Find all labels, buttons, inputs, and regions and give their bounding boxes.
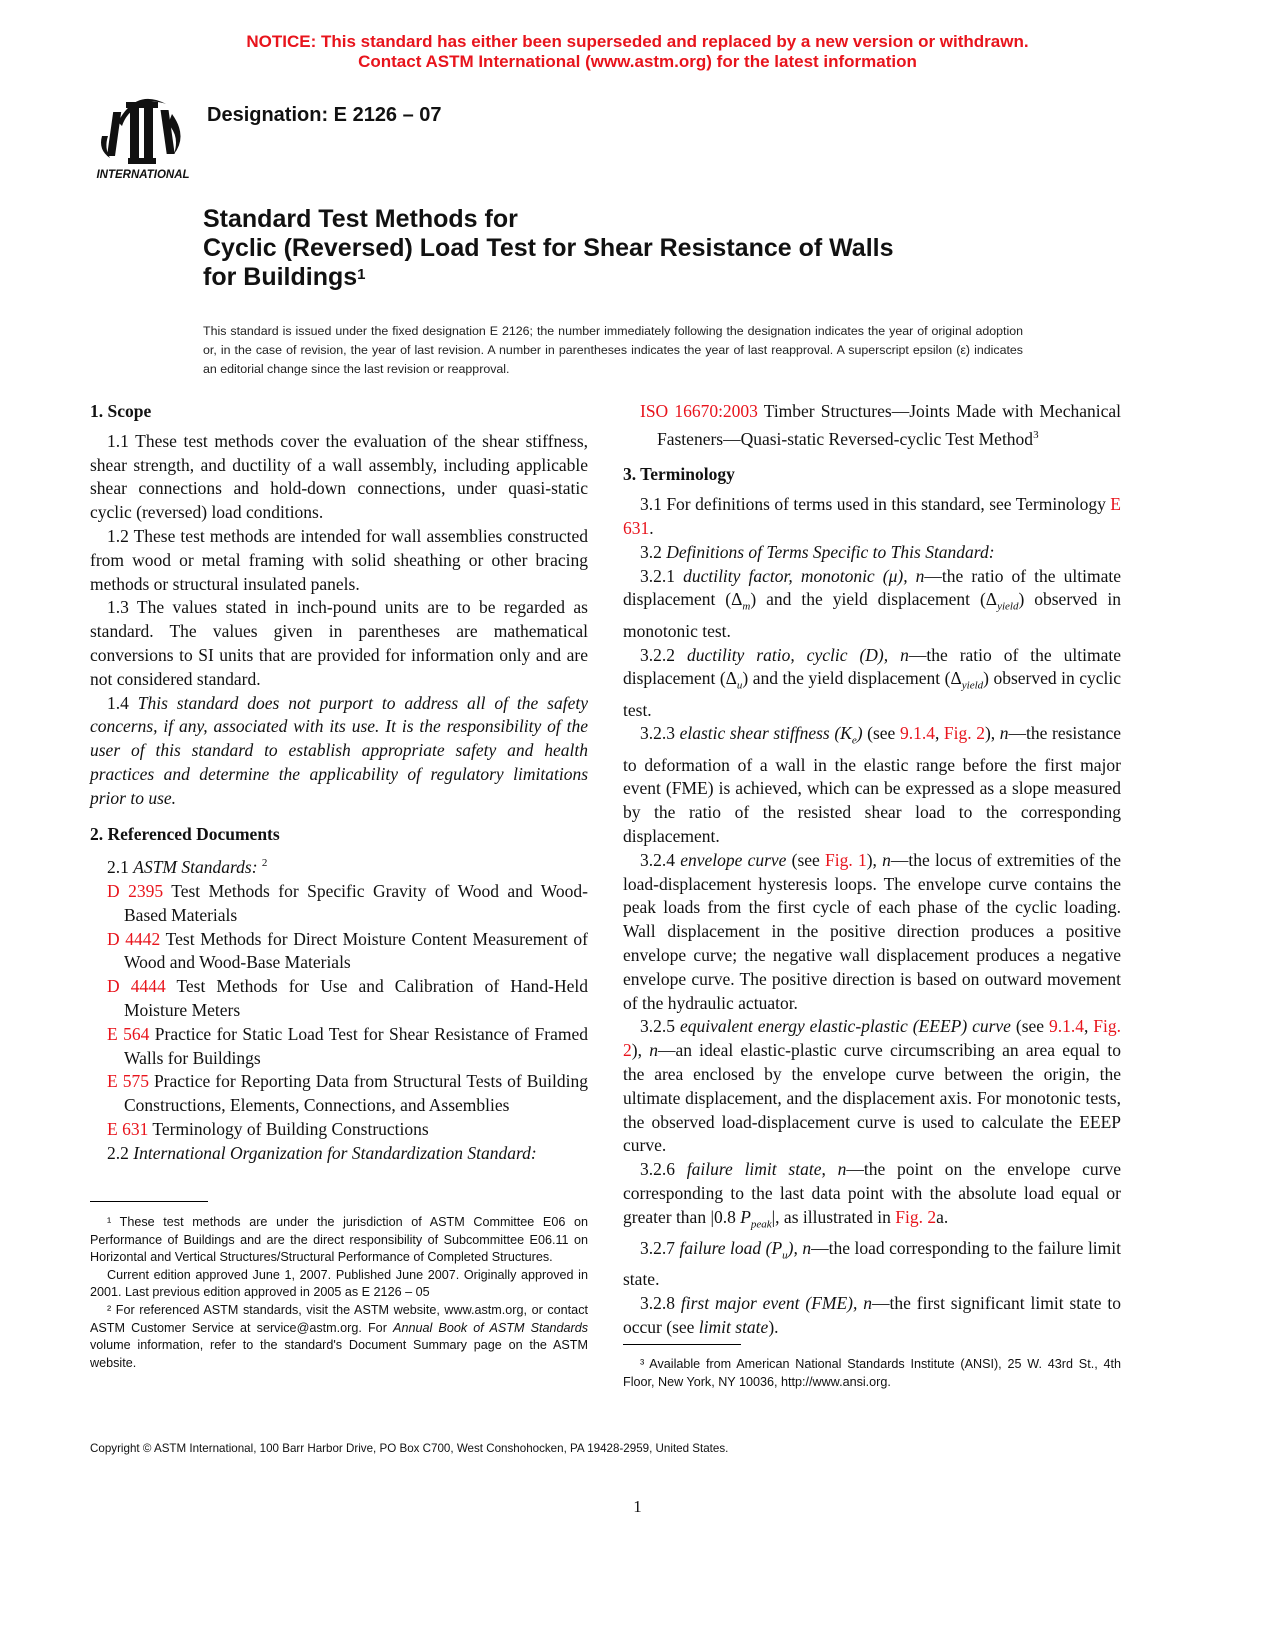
- notice-line-1: NOTICE: This standard has either been superseded and replaced by a new version or withdrawn.: [246, 32, 1029, 51]
- title-line-1: Standard Test Methods for: [203, 205, 518, 233]
- paragraph-1-1: 1.1 These test methods cover the evaluation of the shear stiffness, shear strength, and ductility of a wall assembly, including applicable shear connections and hold-down connections, under quasi-static cyclic (reversed) load conditions.: [90, 430, 588, 523]
- reference-item: D 4442 Test Methods for Direct Moisture Content Measurement of Wood and Wood-Base Materials: [107, 928, 588, 973]
- page-number: 1: [633, 1497, 642, 1516]
- reference-link[interactable]: E 631: [623, 494, 1121, 539]
- footnote-divider-right: [623, 1344, 741, 1345]
- figure-link[interactable]: Fig. 2: [895, 1206, 937, 1227]
- footnotes-left: [90, 1214, 588, 1372]
- reference-item: D 2395 Test Methods for Specific Gravity of Wood and Wood-Based Materials: [107, 880, 588, 925]
- document-title: [203, 205, 894, 292]
- paragraph-3-2-6: 3.2.6 failure limit state, n—the point on the envelope curve corresponding to the last data point with the absolute load equal or greater than |0.8 $P_{peak}|$, as illustrated in Fig. 2a.: [623, 1159, 1122, 1231]
- reference-link[interactable]: D 2395: [107, 880, 164, 901]
- title-line-2: Cyclic (Reversed) Load Test for Shear Resistance of Walls: [203, 234, 894, 262]
- footnote-1: ¹ These test methods are under the jurisdiction of ASTM Committee E06 on Performance of Buildings and are the direct responsibility of Subcommittee E06.11 on Horizontal and Vertical Structures/Structural Performance of Completed Structures.: [90, 1215, 588, 1265]
- title-footnote-mark: 1: [357, 266, 366, 283]
- reference-link[interactable]: E 575: [107, 1071, 149, 1092]
- reference-item-iso: ISO 16670:2003 Timber Structures—Joints Made with Mechanical Fasteners—Quasi-static Reversed-cyclic Test Method$^3$: [640, 401, 1121, 449]
- paragraph-1-3: 1.3 The values stated in inch-pound units are to be regarded as standard. The values given in parentheses are mathematical conversions to SI units that are provided for information only and are not considered standard.: [90, 597, 588, 689]
- section-heading-referenced-documents: 2. Referenced Documents: [90, 823, 280, 844]
- figure-link[interactable]: Fig. 2: [943, 723, 985, 744]
- paragraph-3-2-8: 3.2.8 first major event (FME), n—the first significant limit state to occur (see limit state).: [623, 1293, 1122, 1338]
- paragraph-3-2: 3.2 Definitions of Terms Specific to This Standard:: [640, 541, 995, 562]
- paragraph-3-1: 3.1 For definitions of terms used in this standard, see Terminology E 631.: [623, 494, 1121, 539]
- paragraph-3-2-1: 3.2.1 ductility factor, monotonic (μ), n—the ratio of the ultimate displacement $(\Delta_m)$ and the yield displacement $(\Delta_{yield})$ observed in monotonic test.: [623, 565, 1121, 641]
- reference-link[interactable]: ISO 16670:2003: [640, 401, 758, 421]
- reference-link[interactable]: 9.1.4: [899, 723, 935, 744]
- reference-item: E 575 Practice for Reporting Data from Structural Tests of Building Constructions, Elements, Connections, and Assemblies: [107, 1071, 588, 1116]
- figure-link[interactable]: Fig. 2: [623, 1016, 1122, 1061]
- astm-logo-icon: [88, 92, 198, 182]
- paragraph-3-2-5: 3.2.5 equivalent energy elastic-plastic (EEEP) curve (see 9.1.4, Fig. 2), n—an ideal elastic-plastic curve circumscribing an area equal to the area enclosed by the envelope curve between the origin, the ultimate displacement, and the displacement axis. For monotonic tests, the observed load-displacement curve is used to calculate the EEEP curve.: [623, 1016, 1122, 1156]
- left-column: [90, 400, 588, 1166]
- reference-link[interactable]: E 631: [107, 1118, 149, 1139]
- reference-link[interactable]: 9.1.4: [1048, 1016, 1084, 1037]
- footnote-3: ³ Available from American National Standards Institute (ANSI), 25 W. 43rd St., 4th Floor, New York, NY 10036, http://www.ansi.org.: [623, 1357, 1121, 1389]
- footnote-1-edition: Current edition approved June 1, 2007. Published June 2007. Originally approved in 2001. Last previous edition approved in 2005 as E 2126 – 05: [90, 1267, 588, 1300]
- notice-line-2: Contact ASTM International (www.astm.org) for the latest information: [358, 52, 917, 71]
- paragraph-2-2: 2.2 International Organization for Standardization Standard:: [107, 1142, 537, 1163]
- paragraph-3-2-2: 3.2.2 ductility ratio, cyclic (D), n—the ratio of the ultimate displacement $(\Delta_u)$ and the yield displacement $(\Delta_{yield})$ observed in cyclic test.: [623, 644, 1122, 720]
- section-heading-scope: 1. Scope: [90, 401, 152, 421]
- withdrawal-notice: [0, 32, 1275, 72]
- footnote-2: ² For referenced ASTM standards, visit the ASTM website, www.astm.org, or contact ASTM Customer Service at service@astm.org. For Annual Book of ASTM Standards volume information, refer to the standard's Document Summary page on the ASTM website.: [90, 1302, 589, 1370]
- title-line-3: for Buildings: [203, 263, 358, 291]
- reference-item: E 631 Terminology of Building Constructions: [107, 1118, 429, 1139]
- paragraph-3-2-7: 3.2.7 failure load $(P_u)$, n—the load corresponding to the failure limit state.: [623, 1238, 1122, 1290]
- paragraph-3-2-4: 3.2.4 envelope curve (see Fig. 1), n—the locus of extremities of the load-displacement hysteresis loops. The envelope curve contains the peak loads from the first cycle of each phase of the cyclic loading. Wall displacement in the positive direction produces a positive envelope curve; the negative wall displacement produces a negative envelope curve. The positive direction is based on outward movement of the hydraulic actuator.: [623, 849, 1121, 1013]
- paragraph-3-2-3: 3.2.3 elastic shear stiffness $(K_e)$ (see 9.1.4, Fig. 2), n—the resistance to deformation of a wall in the elastic range before the first major event (FME) is achieved, which can be expressed as a slope measured by the ratio of the resisted shear load to the corresponding displacement.: [623, 723, 1121, 847]
- paragraph-1-4: 1.4 This standard does not purport to address all of the safety concerns, if any, associated with its use. It is the responsibility of the user of this standard to establish appropriate safety and health practices and determine the applicability of regulatory limitations prior to use.: [90, 692, 588, 808]
- reference-link[interactable]: D 4444: [107, 976, 166, 997]
- reference-link[interactable]: D 4442: [107, 928, 161, 949]
- reference-link[interactable]: E 564: [107, 1023, 150, 1044]
- reference-item: D 4444 Test Methods for Use and Calibration of Hand-Held Moisture Meters: [107, 976, 588, 1020]
- footnotes-right: [623, 1356, 1121, 1391]
- reference-item: E 564 Practice for Static Load Test for Shear Resistance of Framed Walls for Buildings: [107, 1023, 588, 1068]
- figure-link[interactable]: Fig. 1: [825, 849, 867, 870]
- issuance-statement: This standard is issued under the fixed designation E 2126; the number immediately following the designation indicates the year of original adoption or, in the case of revision, the year of last revision. A number in parentheses indicates the year of last reapproval. A superscript epsilon (ε) indicates an editorial change since the last revision or reapproval.: [203, 324, 1023, 376]
- section-heading-terminology: 3. Terminology: [623, 464, 735, 485]
- footnote-divider-left: [90, 1201, 208, 1202]
- logo-wordmark: INTERNATIONAL: [96, 169, 190, 181]
- right-column: [623, 400, 1121, 1340]
- paragraph-1-2: 1.2 These test methods are intended for wall assemblies constructed from wood or metal framing with solid sheathing or other bracing methods or structural insulated panels.: [90, 525, 588, 594]
- copyright-line: Copyright © ASTM International, 100 Barr Harbor Drive, PO Box C700, West Conshohocken, PA 19428-2959, United States.: [90, 1442, 729, 1455]
- paragraph-2-1: 2.1 ASTM Standards: $^2$: [107, 857, 268, 878]
- designation: Designation: E 2126 – 07: [207, 104, 442, 126]
